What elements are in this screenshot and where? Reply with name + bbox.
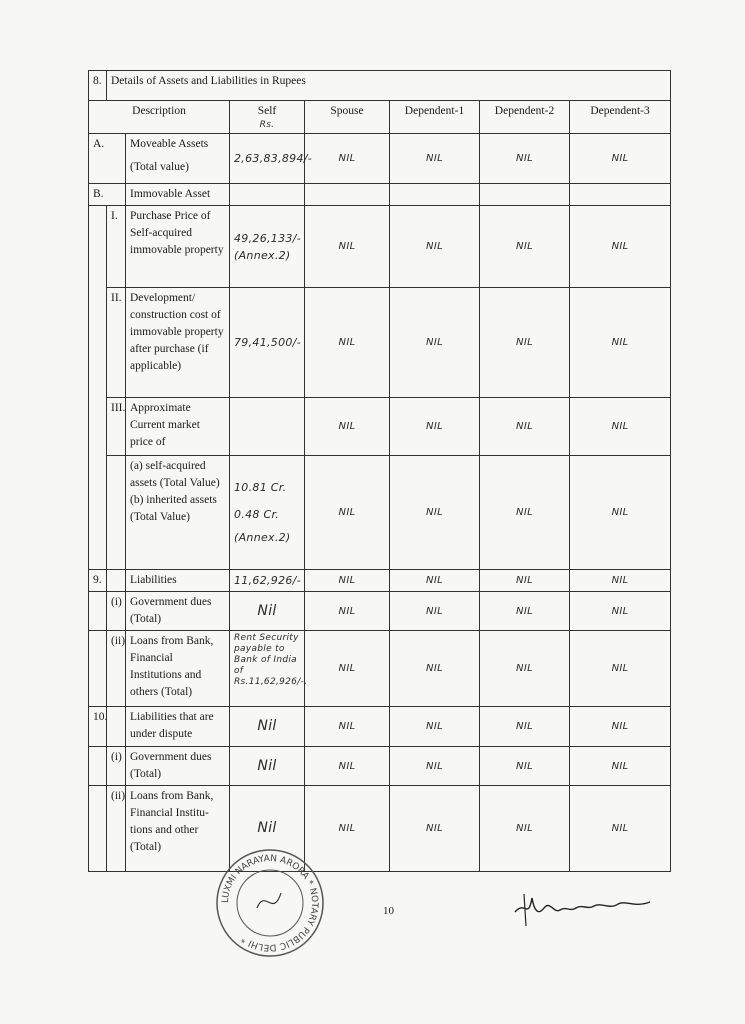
row-9i-spouse: NIL	[305, 592, 390, 631]
row-b2-label: Development/ construction cost of immovable property after purchase (if applicable)	[126, 288, 230, 398]
header-dependent-3: Dependent-3	[570, 101, 671, 134]
row-10-spouse: NIL	[305, 707, 390, 747]
row-b1-dep1: NIL	[390, 206, 480, 288]
row-b2-self: 79,41,500/-	[230, 288, 305, 398]
row-10-dep2: NIL	[480, 707, 570, 747]
row-b-label: Immovable Asset	[126, 184, 230, 206]
row-10-label: Liabilities that are under dispute	[126, 707, 230, 747]
row-9-spouse: NIL	[305, 570, 390, 592]
row-9i-dep1: NIL	[390, 592, 480, 631]
row-b-letter: B.	[89, 184, 126, 206]
row-b3-spouse: NIL	[305, 398, 390, 456]
row-b3a-dep2: NIL	[480, 456, 570, 570]
row-a-letter: A.	[89, 134, 126, 184]
row-b3a-dep1: NIL	[390, 456, 480, 570]
row-b1-label: Purchase Price of Self-acquired immovable property	[126, 206, 230, 288]
self-currency-note: Rs.	[259, 120, 275, 130]
row-10i-dep3: NIL	[570, 747, 671, 786]
row-a-label: Moveable Assets (Total value)	[126, 134, 230, 184]
row-b3-dep2: NIL	[480, 398, 570, 456]
row-9ii-dep2: NIL	[480, 631, 570, 707]
row-a-spouse: NIL	[305, 134, 390, 184]
row-b3a-self: 10.81 Cr. 0.48 Cr. (Annex.2)	[230, 456, 305, 570]
signature	[510, 880, 660, 930]
row-b2-spouse: NIL	[305, 288, 390, 398]
row-10i-dep1: NIL	[390, 747, 480, 786]
row-b3a-spouse: NIL	[305, 456, 390, 570]
row-b3a-label: (a) self-acquired assets (Total Value) (b) inherited assets (Total Value)	[126, 456, 230, 570]
row-10ii-dep2: NIL	[480, 786, 570, 872]
row-b3-dep1: NIL	[390, 398, 480, 456]
row-10i-spouse: NIL	[305, 747, 390, 786]
row-10-dep3: NIL	[570, 707, 671, 747]
row-10ii-num: (ii)	[107, 786, 126, 872]
row-b3a-dep3: NIL	[570, 456, 671, 570]
row-10ii-label: Loans from Bank, Financial Institu- tions and other (Total)	[126, 786, 230, 872]
row-b2-dep1: NIL	[390, 288, 480, 398]
row-10ii-dep1: NIL	[390, 786, 480, 872]
row-9-dep3: NIL	[570, 570, 671, 592]
row-9ii-num: (ii)	[107, 631, 126, 707]
row-9-self: 11,62,926/-	[230, 570, 305, 592]
header-spouse: Spouse	[305, 101, 390, 134]
row-b1-dep2: NIL	[480, 206, 570, 288]
row-10i-self: Nil	[230, 747, 305, 786]
row-b3-dep3: NIL	[570, 398, 671, 456]
row-b2-dep3: NIL	[570, 288, 671, 398]
row-b2-num: II.	[107, 288, 126, 398]
row-b3-label: Approximate Current market price of	[126, 398, 230, 456]
row-9i-dep3: NIL	[570, 592, 671, 631]
row-10ii-self: Nil	[230, 786, 305, 872]
row-9ii-self: Rent Security payable to Bank of India of Rs.11,62,926/-.	[230, 631, 305, 707]
assets-liabilities-table	[88, 70, 671, 872]
row-10-dep1: NIL	[390, 707, 480, 747]
header-dependent-2: Dependent-2	[480, 101, 570, 134]
row-9-dep2: NIL	[480, 570, 570, 592]
row-10-self: Nil	[230, 707, 305, 747]
row-9i-self: Nil	[230, 592, 305, 631]
row-9-dep1: NIL	[390, 570, 480, 592]
row-a-dep3: NIL	[570, 134, 671, 184]
row-9i-dep2: NIL	[480, 592, 570, 631]
row-10i-num: (i)	[107, 747, 126, 786]
row-b1-num: I.	[107, 206, 126, 288]
row-9-label: Liabilities	[126, 570, 230, 592]
row-9ii-spouse: NIL	[305, 631, 390, 707]
row-9i-label: Government dues (Total)	[126, 592, 230, 631]
row-9ii-dep1: NIL	[390, 631, 480, 707]
row-b2-dep2: NIL	[480, 288, 570, 398]
page-number: 10	[383, 905, 394, 917]
section-number: 8.	[89, 71, 107, 101]
row-10i-dep2: NIL	[480, 747, 570, 786]
row-b1-dep3: NIL	[570, 206, 671, 288]
header-self: Self Rs.	[230, 101, 305, 134]
row-9ii-label: Loans from Bank, Financial Institutions and others (Total)	[126, 631, 230, 707]
row-10-num: 10.	[89, 707, 107, 747]
row-a-dep2: NIL	[480, 134, 570, 184]
row-9i-num: (i)	[107, 592, 126, 631]
header-dependent-1: Dependent-1	[390, 101, 480, 134]
row-b1-self: 49,26,133/- (Annex.2)	[230, 206, 305, 288]
header-description: Description	[89, 101, 230, 134]
row-b3-num: III.	[107, 398, 126, 456]
notary-seal	[215, 848, 325, 958]
row-10i-label: Government dues (Total)	[126, 747, 230, 786]
section-title: Details of Assets and Liabilities in Rupees	[107, 71, 671, 101]
row-9ii-dep3: NIL	[570, 631, 671, 707]
row-b1-spouse: NIL	[305, 206, 390, 288]
row-10ii-spouse: NIL	[305, 786, 390, 872]
row-a-self: 2,63,83,894/-	[230, 134, 305, 184]
row-10ii-dep3: NIL	[570, 786, 671, 872]
svg-text:LUXMI NARAYAN ARORA * NOTARY P: LUXMI NARAYAN ARORA * NOTARY PUBLIC DELHI *	[220, 853, 320, 953]
row-9-num: 9.	[89, 570, 107, 592]
row-a-dep1: NIL	[390, 134, 480, 184]
